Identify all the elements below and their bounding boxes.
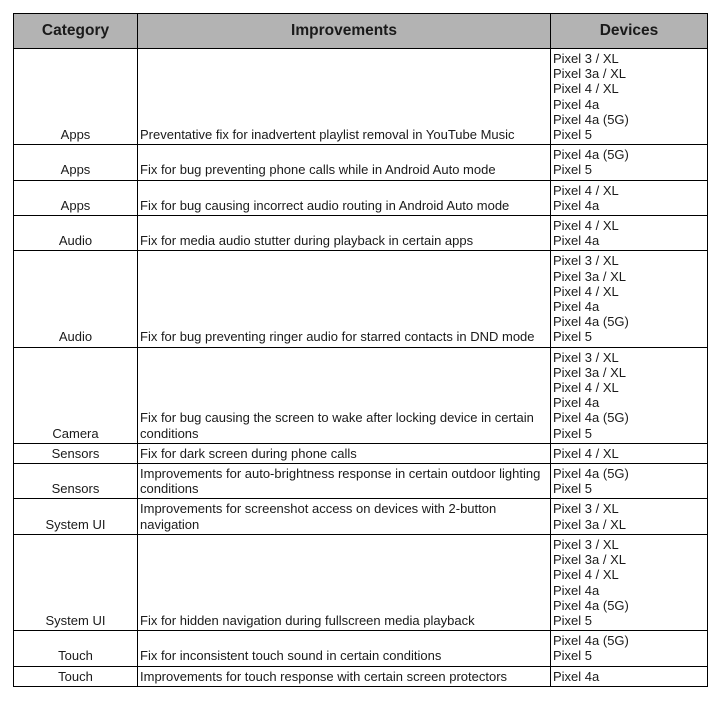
device-item: Pixel 3a / XL [553, 516, 626, 532]
device-item: Pixel 4a [553, 299, 600, 315]
device-item: Pixel 4a [553, 96, 600, 112]
device-item: Pixel 4 / XL [553, 283, 619, 299]
device-item: Pixel 3a / XL [553, 364, 626, 380]
table-row [14, 464, 708, 499]
improvements-table [13, 13, 708, 687]
improvements-table-container [13, 13, 708, 687]
category-cell: Camera [14, 347, 138, 443]
table-row [14, 499, 708, 534]
device-item: Pixel 3 / XL [553, 51, 619, 66]
devices-cell [551, 49, 708, 145]
devices-cell [551, 216, 708, 251]
device-item: Pixel 4a (5G) [553, 597, 629, 613]
device-item: Pixel 4a [553, 395, 600, 411]
device-item: Pixel 5 [553, 481, 593, 497]
device-item: Pixel 3a / XL [553, 66, 626, 82]
device-item: Pixel 4a [553, 197, 600, 213]
table-header [14, 14, 708, 49]
improvement-cell: Improvements for touch response with certain screen protectors [138, 666, 551, 686]
improvement-cell: Fix for bug preventing phone calls while in Android Auto mode [138, 145, 551, 180]
device-item: Pixel 4a (5G) [553, 633, 629, 649]
device-item: Pixel 4 / XL [553, 567, 619, 583]
device-item: Pixel 5 [553, 162, 593, 178]
table-row [14, 631, 708, 666]
devices-cell [551, 499, 708, 534]
improvement-cell: Improvements for auto-brightness response in certain outdoor lighting conditions [138, 464, 551, 499]
device-item: Pixel 3a / XL [553, 552, 626, 568]
device-item: Pixel 3a / XL [553, 268, 626, 284]
table-row [14, 216, 708, 251]
device-item: Pixel 4 / XL [553, 380, 619, 396]
device-item: Pixel 3 / XL [553, 349, 619, 365]
header-improvements: Improvements [138, 14, 551, 49]
device-item: Pixel 4a [553, 582, 600, 598]
improvement-cell: Fix for bug preventing ringer audio for starred contacts in DND mode [138, 251, 551, 347]
table-row [14, 49, 708, 145]
table-row [14, 180, 708, 215]
devices-cell [551, 443, 708, 463]
device-item: Pixel 5 [553, 612, 593, 628]
table-body [14, 49, 708, 687]
device-item: Pixel 4 / XL [553, 182, 619, 198]
device-item: Pixel 4 / XL [553, 218, 619, 234]
device-item: Pixel 5 [553, 425, 593, 441]
table-row [14, 666, 708, 686]
improvement-cell: Fix for inconsistent touch sound in certain conditions [138, 631, 551, 666]
table-row [14, 145, 708, 180]
improvement-cell: Preventative fix for inadvertent playlist removal in YouTube Music [138, 49, 551, 145]
improvement-cell: Fix for hidden navigation during fullscreen media playback [138, 534, 551, 630]
improvement-cell: Fix for bug causing the screen to wake after locking device in certain conditions [138, 347, 551, 443]
device-item: Pixel 4a (5G) [553, 466, 629, 482]
category-cell: System UI [14, 534, 138, 630]
improvement-cell: Fix for dark screen during phone calls [138, 443, 551, 463]
category-cell: System UI [14, 499, 138, 534]
device-item: Pixel 5 [553, 648, 593, 664]
device-item: Pixel 4 / XL [553, 81, 619, 97]
category-cell: Apps [14, 49, 138, 145]
devices-cell [551, 534, 708, 630]
table-row [14, 251, 708, 347]
table-row [14, 443, 708, 463]
category-cell: Apps [14, 180, 138, 215]
category-cell: Audio [14, 216, 138, 251]
device-item: Pixel 3 / XL [553, 253, 619, 269]
device-item: Pixel 4a [553, 668, 600, 684]
devices-cell [551, 666, 708, 686]
devices-cell [551, 251, 708, 347]
device-item: Pixel 5 [553, 127, 593, 143]
device-item: Pixel 4a (5G) [553, 147, 629, 163]
category-cell: Apps [14, 145, 138, 180]
devices-cell [551, 180, 708, 215]
device-item: Pixel 3 / XL [553, 536, 619, 552]
table-row [14, 534, 708, 630]
table-row [14, 347, 708, 443]
device-item: Pixel 3 / XL [553, 501, 619, 517]
header-row [14, 14, 708, 49]
header-category: Category [14, 14, 138, 49]
header-devices: Devices [551, 14, 708, 49]
device-item: Pixel 4a (5G) [553, 111, 629, 127]
device-item: Pixel 4a (5G) [553, 314, 629, 330]
devices-cell [551, 347, 708, 443]
device-item: Pixel 4a (5G) [553, 410, 629, 426]
devices-cell [551, 631, 708, 666]
devices-cell [551, 145, 708, 180]
category-cell: Audio [14, 251, 138, 347]
category-cell: Touch [14, 631, 138, 666]
improvement-cell: Fix for bug causing incorrect audio routing in Android Auto mode [138, 180, 551, 215]
improvement-cell: Fix for media audio stutter during playback in certain apps [138, 216, 551, 251]
category-cell: Sensors [14, 464, 138, 499]
devices-cell [551, 464, 708, 499]
device-item: Pixel 4 / XL [553, 445, 619, 461]
device-item: Pixel 4a [553, 233, 600, 249]
improvement-cell: Improvements for screenshot access on devices with 2-button navigation [138, 499, 551, 534]
device-item: Pixel 5 [553, 329, 593, 345]
category-cell: Touch [14, 666, 138, 686]
category-cell: Sensors [14, 443, 138, 463]
